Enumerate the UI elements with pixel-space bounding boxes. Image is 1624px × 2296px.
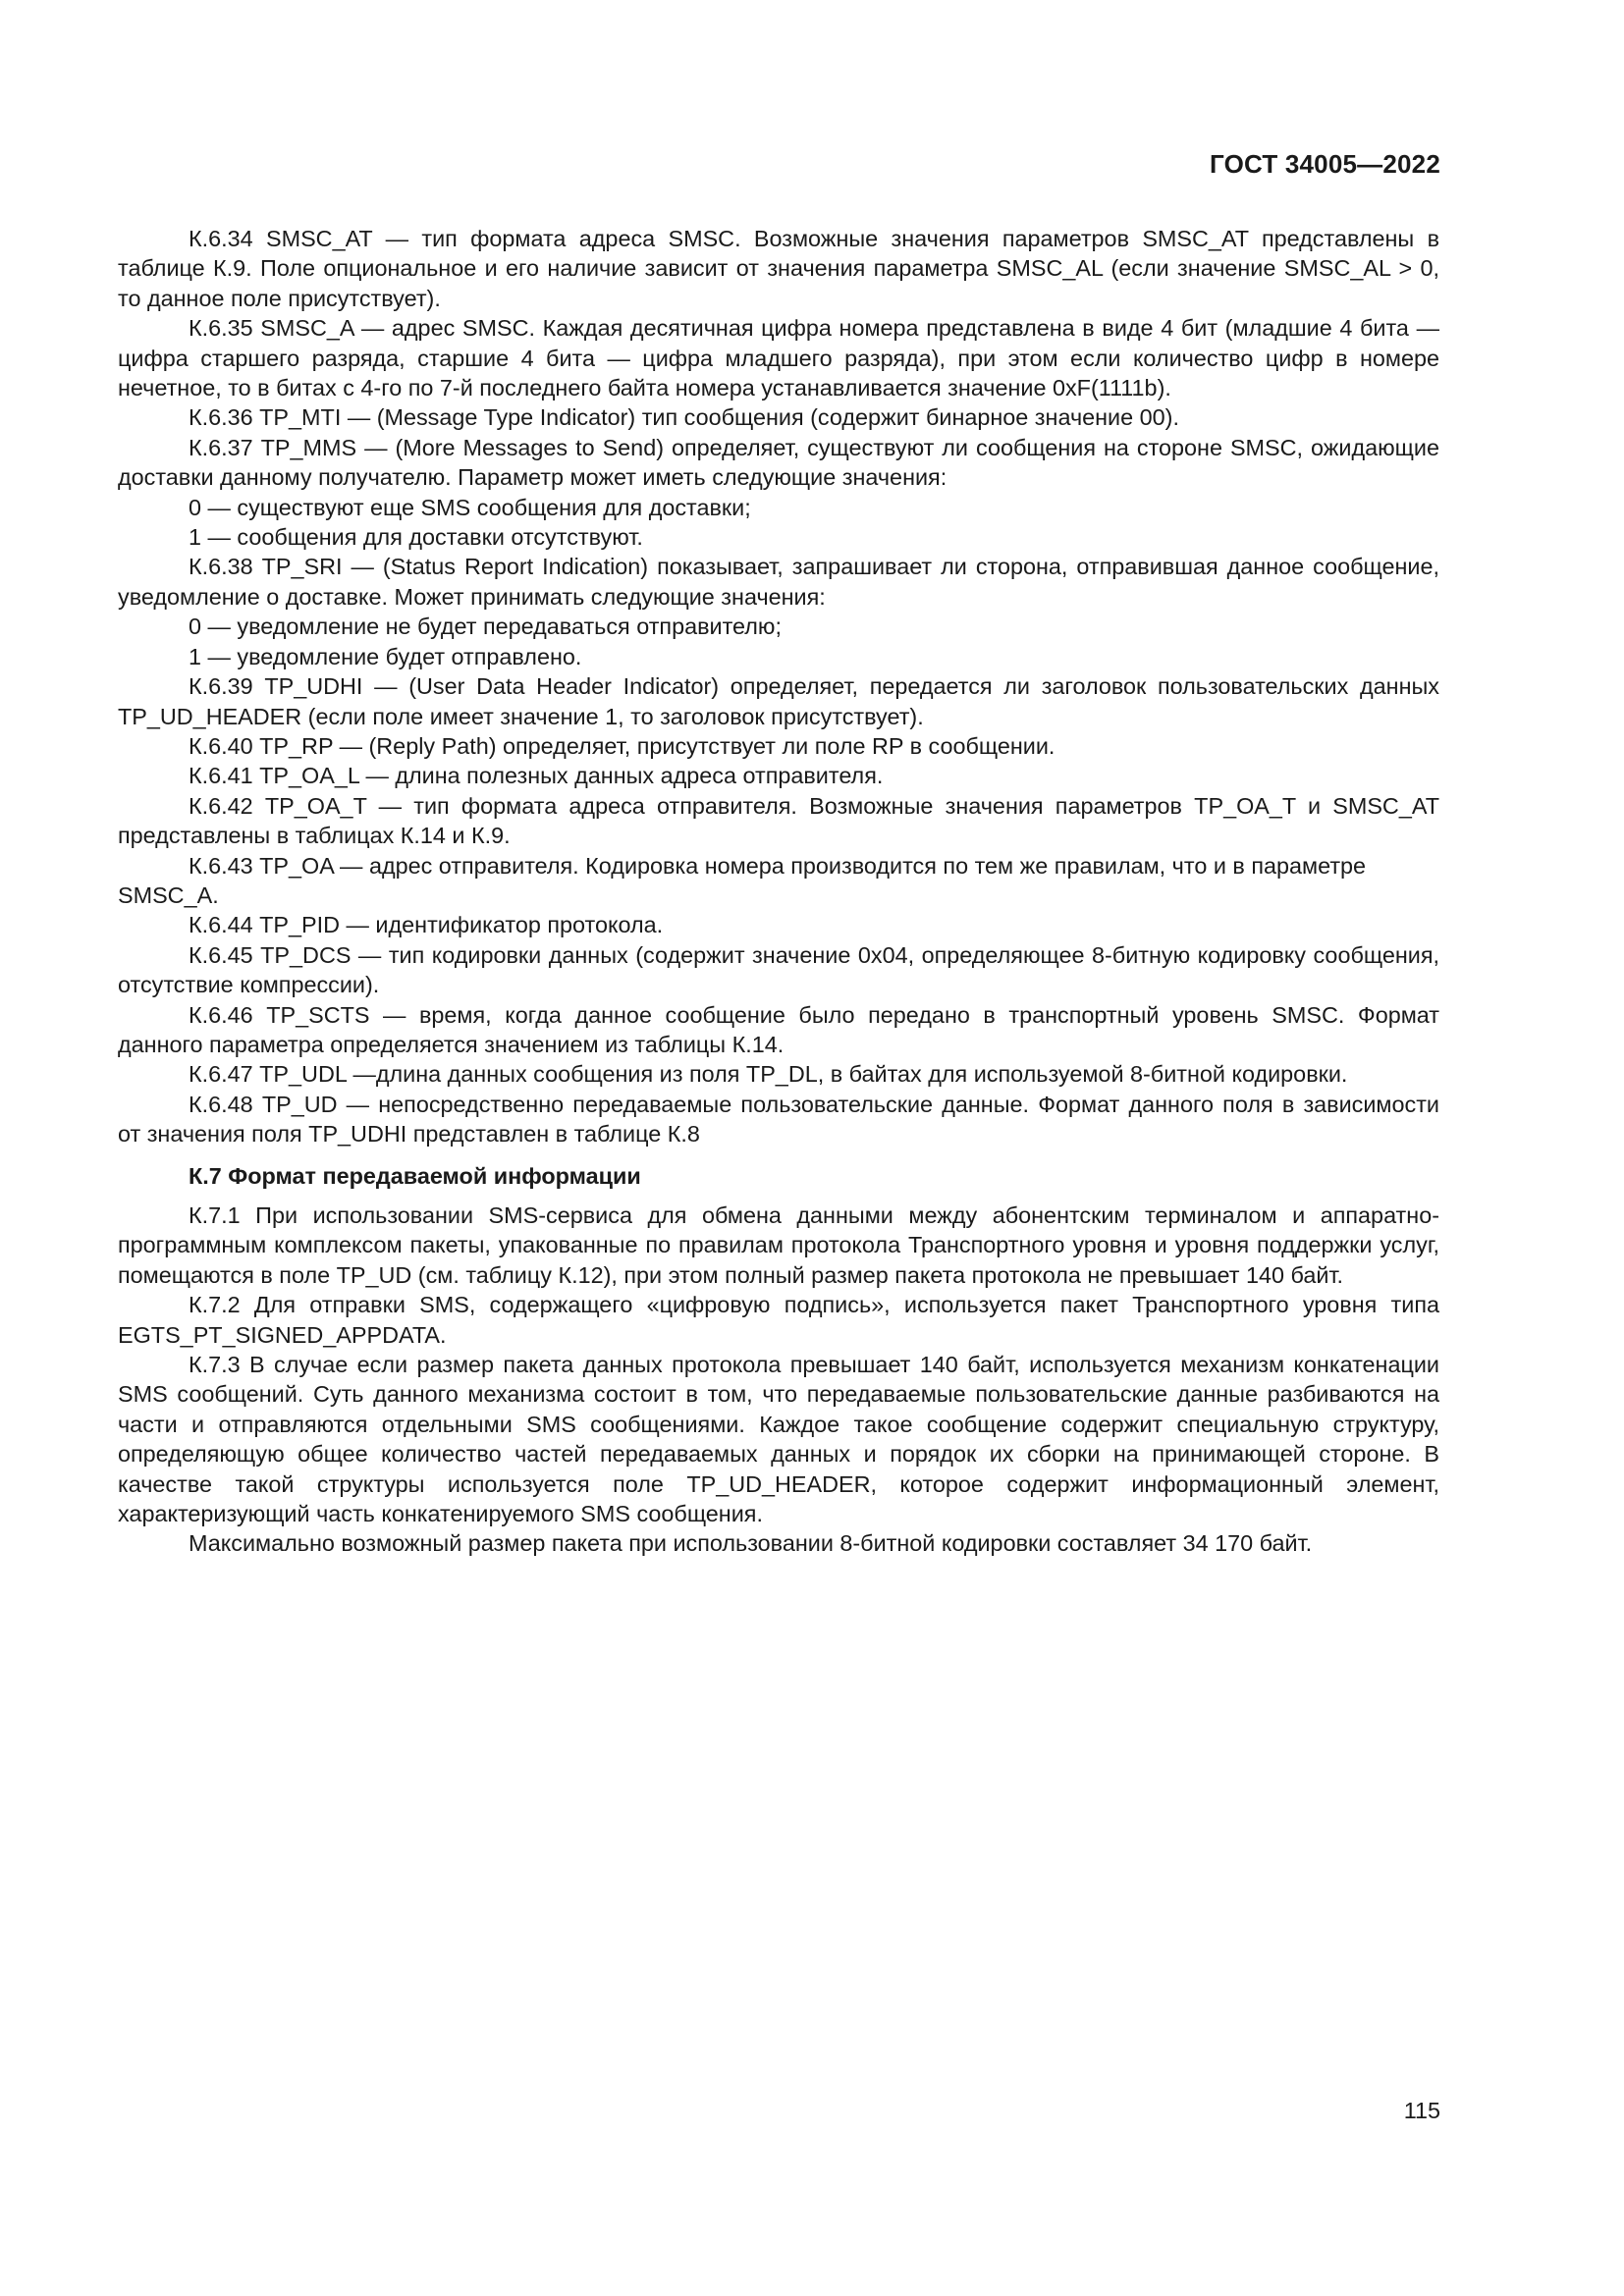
list-item: 1 — сообщения для доставки отсутствуют.	[189, 524, 643, 551]
clause-k-6-34: К.6.34 SMSC_AT — тип формата адреса SMSC. Возможные значения параметров SMSC_AT представлены в таблице К.9. Поле опциональное и его наличие зависит от значения параметра SMSC_AL (если значение SMSC_AL > 0, то данное поле присутствует).	[118, 226, 1439, 311]
clause-k-6-35: К.6.35 SMSC_A — адрес SMSC. Каждая десятичная цифра номера представлена в виде 4 бит (младшие 4 бита — цифра старшего разряда, старшие 4 бита — цифра младшего разряда), при этом если количество цифр в номере нечетное, то в битах с 4-го по 7-й последнего байта номера устанавливается значение 0xF(1111b).	[118, 315, 1439, 401]
document-id-header: ГОСТ 34005—2022	[1210, 149, 1440, 179]
list-item: 0 — существуют еще SMS сообщения для доставки;	[189, 494, 751, 520]
clause-k-7-2: К.7.2 Для отправки SMS, содержащего «цифровую подпись», используется пакет Транспортного уровня типа EGTS_PT_SIGNED_APPDATA.	[118, 1292, 1439, 1348]
clause-k-6-42: К.6.42 TP_OA_T — тип формата адреса отправителя. Возможные значения параметров TP_OA_T и SMSC_AT представлены в таблицах К.14 и К.9.	[118, 792, 1439, 849]
clause-k-6-36: К.6.36 TP_MTI — (Message Type Indicator) тип сообщения (содержит бинарное значение 00).	[189, 404, 1179, 431]
clause-k-6-38: К.6.38 TP_SRI — (Status Report Indication) показывает, запрашивает ли сторона, отправившая данное сообщение, уведомление о доставке. Может принимать следующие значения:	[118, 554, 1439, 610]
page-number: 115	[1403, 2098, 1440, 2123]
clause-k-6-47: К.6.47 TP_UDL —длина данных сообщения из поля TP_DL, в байтах для используемой 8-битной кодировки.	[189, 1061, 1348, 1088]
max-size-note: Максимально возможный размер пакета при использовании 8-битной кодировки составляет 34 170 байт.	[189, 1530, 1313, 1557]
page-body	[118, 224, 1439, 1559]
clause-k-6-48: К.6.48 TP_UD — непосредственно передаваемые пользовательские данные. Формат данного поля в зависимости от значения поля TP_UDHI представлен в таблице К.8	[118, 1091, 1439, 1148]
clause-k-6-46: К.6.46 TP_SCTS — время, когда данное сообщение было передано в транспортный уровень SMSC. Формат данного параметра определяется значением из таблицы К.14.	[118, 1001, 1439, 1057]
list-item: 1 — уведомление будет отправлено.	[189, 643, 582, 669]
section-heading-k-7: К.7 Формат передаваемой информации	[189, 1162, 641, 1189]
clause-k-6-44: К.6.44 TP_PID — идентификатор протокола.	[189, 912, 664, 938]
list-item: 0 — уведомление не будет передаваться отправителю;	[189, 614, 782, 640]
clause-k-6-41: К.6.41 TP_OA_L — длина полезных данных адреса отправителя.	[189, 763, 884, 789]
clause-k-7-1: К.7.1 При использовании SMS-сервиса для обмена данными между абонентским терминалом и аппаратно-программным комплексом пакеты, упакованные по правилам протокола Транспортного уровня и уровня поддержки услуг, помещаются в поле TP_UD (см. таблицу К.12), при этом полный размер пакета протокола не превышает 140 байт.	[118, 1202, 1439, 1288]
clause-k-6-37: К.6.37 TP_MMS — (More Messages to Send) определяет, существуют ли сообщения на стороне SMSC, ожидающие доставки данному получателю. Параметр может иметь следующие значения:	[118, 434, 1439, 491]
clause-k-6-40: К.6.40 TP_RP — (Reply Path) определяет, присутствует ли поле RP в сообщении.	[189, 732, 1056, 759]
clause-k-7-3: К.7.3 В случае если размер пакета данных протокола превышает 140 байт, используется механизм конкатенации SMS сообщений. Суть данного механизма состоит в том, что передаваемые пользовательские данные разбиваются на части и отправляются отдельными SMS сообщениями. Каждое такое сообщение содержит специальную структуру, определяющую общее количество частей передаваемых данных и порядок их сборки на принимающей стороне. В качестве такой структуры используется поле TP_UD_HEADER, которое содержит информационный элемент, характеризующий часть конкатенируемого SMS сообщения.	[118, 1352, 1439, 1527]
clause-k-6-43: К.6.43 TP_OA — адрес отправителя. Кодировка номера производится по тем же правилам, что и в параметре SMSC_A.	[118, 852, 1367, 908]
clause-k-6-39: К.6.39 TP_UDHI — (User Data Header Indicator) определяет, передается ли заголовок пользовательских данных TP_UD_HEADER (если поле имеет значение 1, то заголовок присутствует).	[118, 673, 1439, 729]
clause-k-6-45: К.6.45 TP_DCS — тип кодировки данных (содержит значение 0x04, определяющее 8-битную кодировку сообщения, отсутствие компрессии).	[118, 941, 1439, 998]
